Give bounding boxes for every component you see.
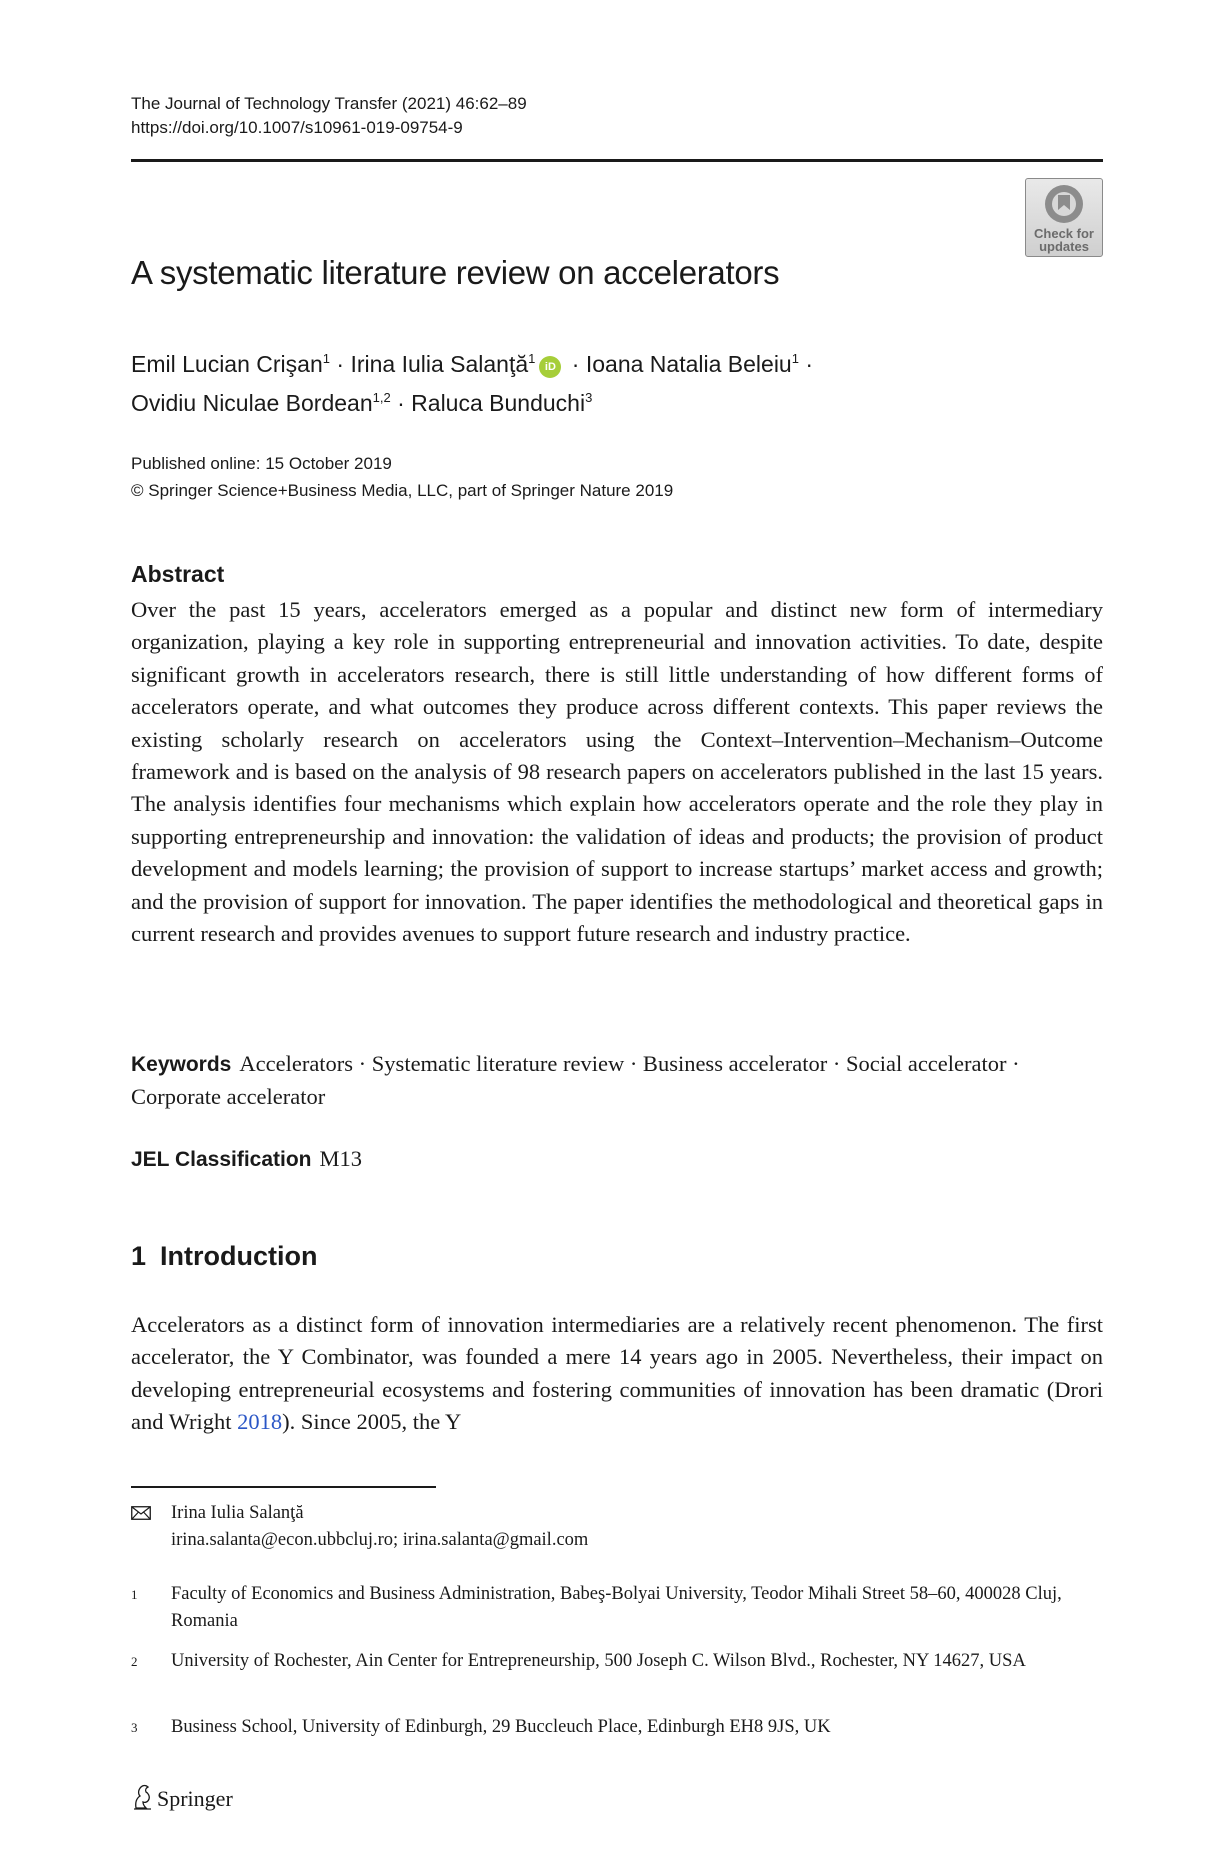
journal-header xyxy=(131,92,527,140)
affiliation-footnote xyxy=(131,1648,1103,1675)
author-separator: · xyxy=(336,351,345,377)
author-name[interactable]: Emil Lucian Crişan xyxy=(131,351,323,377)
affiliation-mark: 1 xyxy=(791,351,799,366)
section-title: Introduction xyxy=(160,1241,318,1271)
intro-text-1: Accelerators as a distinct form of innovation intermediaries are a relatively recent phenomenon. The first accelerator, the Y Combinator, was founded a mere 14 years ago in 2005. Nevertheless, their impact on developing entrepreneurial ecosystems and fostering communities of innovation has been dramatic (Drori and Wright xyxy=(131,1312,1103,1435)
abstract-heading: Abstract xyxy=(131,561,225,587)
check-for-updates-icon xyxy=(1043,183,1085,225)
keywords-list: Accelerators · Systematic literature review · Business accelerator · Social accelerator · Corporate accelerator xyxy=(131,1051,1020,1110)
intro-text-2: ). Since 2005, the Y xyxy=(282,1409,462,1435)
affiliation-mark: 1 xyxy=(322,351,330,366)
affiliation-mark: 1,2 xyxy=(372,390,391,405)
paper-title: A systematic literature review on accelerators xyxy=(131,254,780,291)
author-name[interactable]: Irina Iulia Salanţă xyxy=(350,351,529,377)
affiliation-mark: 3 xyxy=(585,390,593,405)
citation-link[interactable]: 2018 xyxy=(237,1409,283,1435)
abstract-text: Over the past 15 years, accelerators emerged as a popular and distinct new form of intermediary organization, playing a key role in supporting entrepreneurial and innovation activities. To date, despite significant growth in accelerators research, there is still little understanding of how different forms of accelerators operate, and what outcomes they produce across different contexts. This paper reviews the existing scholarly research on accelerators using the Context–Intervention–Mechanism–Outcome framework and is based on the analysis of 98 research papers on accelerators published in the last 15 years. The analysis identifies four mechanisms which explain how accelerators operate and the role they play in supporting entrepreneurship and innovation: the validation of ideas and products; the provision of product development and models learning; the provision of support to increase startups’ market access and growth; and the provision of support for innovation. The paper identifies the methodological and theoretical gaps in current research and provides avenues to support future research and industry practice. xyxy=(131,597,1103,947)
section-number: 1 xyxy=(131,1241,147,1271)
affiliation-footnote xyxy=(131,1581,1103,1635)
jel-label: JEL Classification xyxy=(131,1148,312,1171)
section-heading xyxy=(131,1241,318,1272)
affiliation-text: Business School, University of Edinburgh, 29 Buccleuch Place, Edinburgh EH8 9JS, UK xyxy=(171,1717,831,1737)
author-name[interactable]: Ioana Natalia Beleiu xyxy=(585,351,792,377)
author-separator: · xyxy=(805,351,814,377)
keywords-label: Keywords xyxy=(131,1053,232,1076)
author-list xyxy=(131,342,1091,420)
copyright-line: © Springer Science+Business Media, LLC, part of Springer Nature 2019 xyxy=(131,481,674,500)
springer-horse-icon xyxy=(131,1784,153,1810)
publisher-name: Springer xyxy=(157,1786,233,1811)
check-for-updates-badge[interactable] xyxy=(1025,178,1103,257)
author-name[interactable]: Ovidiu Niculae Bordean xyxy=(131,390,373,416)
publisher-logo xyxy=(131,1784,233,1812)
affiliation-mark: 1 xyxy=(528,351,536,366)
affiliation-text: Faculty of Economics and Business Administration, Babeş-Bolyai University, Teodor Mihali Street 58–60, 400028 Cluj, Romania xyxy=(171,1584,1062,1631)
orcid-icon[interactable]: iD xyxy=(539,356,561,378)
badge-line-2: updates xyxy=(1039,239,1089,254)
jel-classification xyxy=(131,1143,362,1176)
footnote-rule xyxy=(131,1486,436,1488)
published-date: Published online: 15 October 2019 xyxy=(131,454,392,473)
footnote-mark: 1 xyxy=(131,1587,138,1602)
affiliation-footnote xyxy=(131,1714,1103,1741)
correspondence-footnote xyxy=(131,1500,1103,1554)
footnote-mark: 3 xyxy=(131,1720,138,1735)
badge-line-1: Check for xyxy=(1034,226,1094,241)
author-separator: · xyxy=(571,351,580,377)
affiliation-text: University of Rochester, Ain Center for Entrepreneurship, 500 Joseph C. Wilson Blvd., Rochester, NY 14627, USA xyxy=(171,1651,1026,1671)
author-name[interactable]: Raluca Bunduchi xyxy=(411,390,586,416)
journal-citation: The Journal of Technology Transfer (2021) 46:62–89 xyxy=(131,94,527,113)
correspondent-email[interactable]: irina.salanta@econ.ubbcluj.ro; irina.salanta@gmail.com xyxy=(171,1530,589,1550)
keywords xyxy=(131,1048,1103,1114)
footnote-mark: 2 xyxy=(131,1654,138,1669)
header-rule xyxy=(131,159,1103,162)
correspondent-name: Irina Iulia Salanţă xyxy=(171,1503,304,1523)
publication-info xyxy=(131,450,673,504)
doi-link[interactable]: https://doi.org/10.1007/s10961-019-09754-9 xyxy=(131,118,463,137)
jel-code: M13 xyxy=(319,1146,363,1171)
intro-paragraph xyxy=(131,1309,1103,1439)
author-separator: · xyxy=(397,390,405,416)
